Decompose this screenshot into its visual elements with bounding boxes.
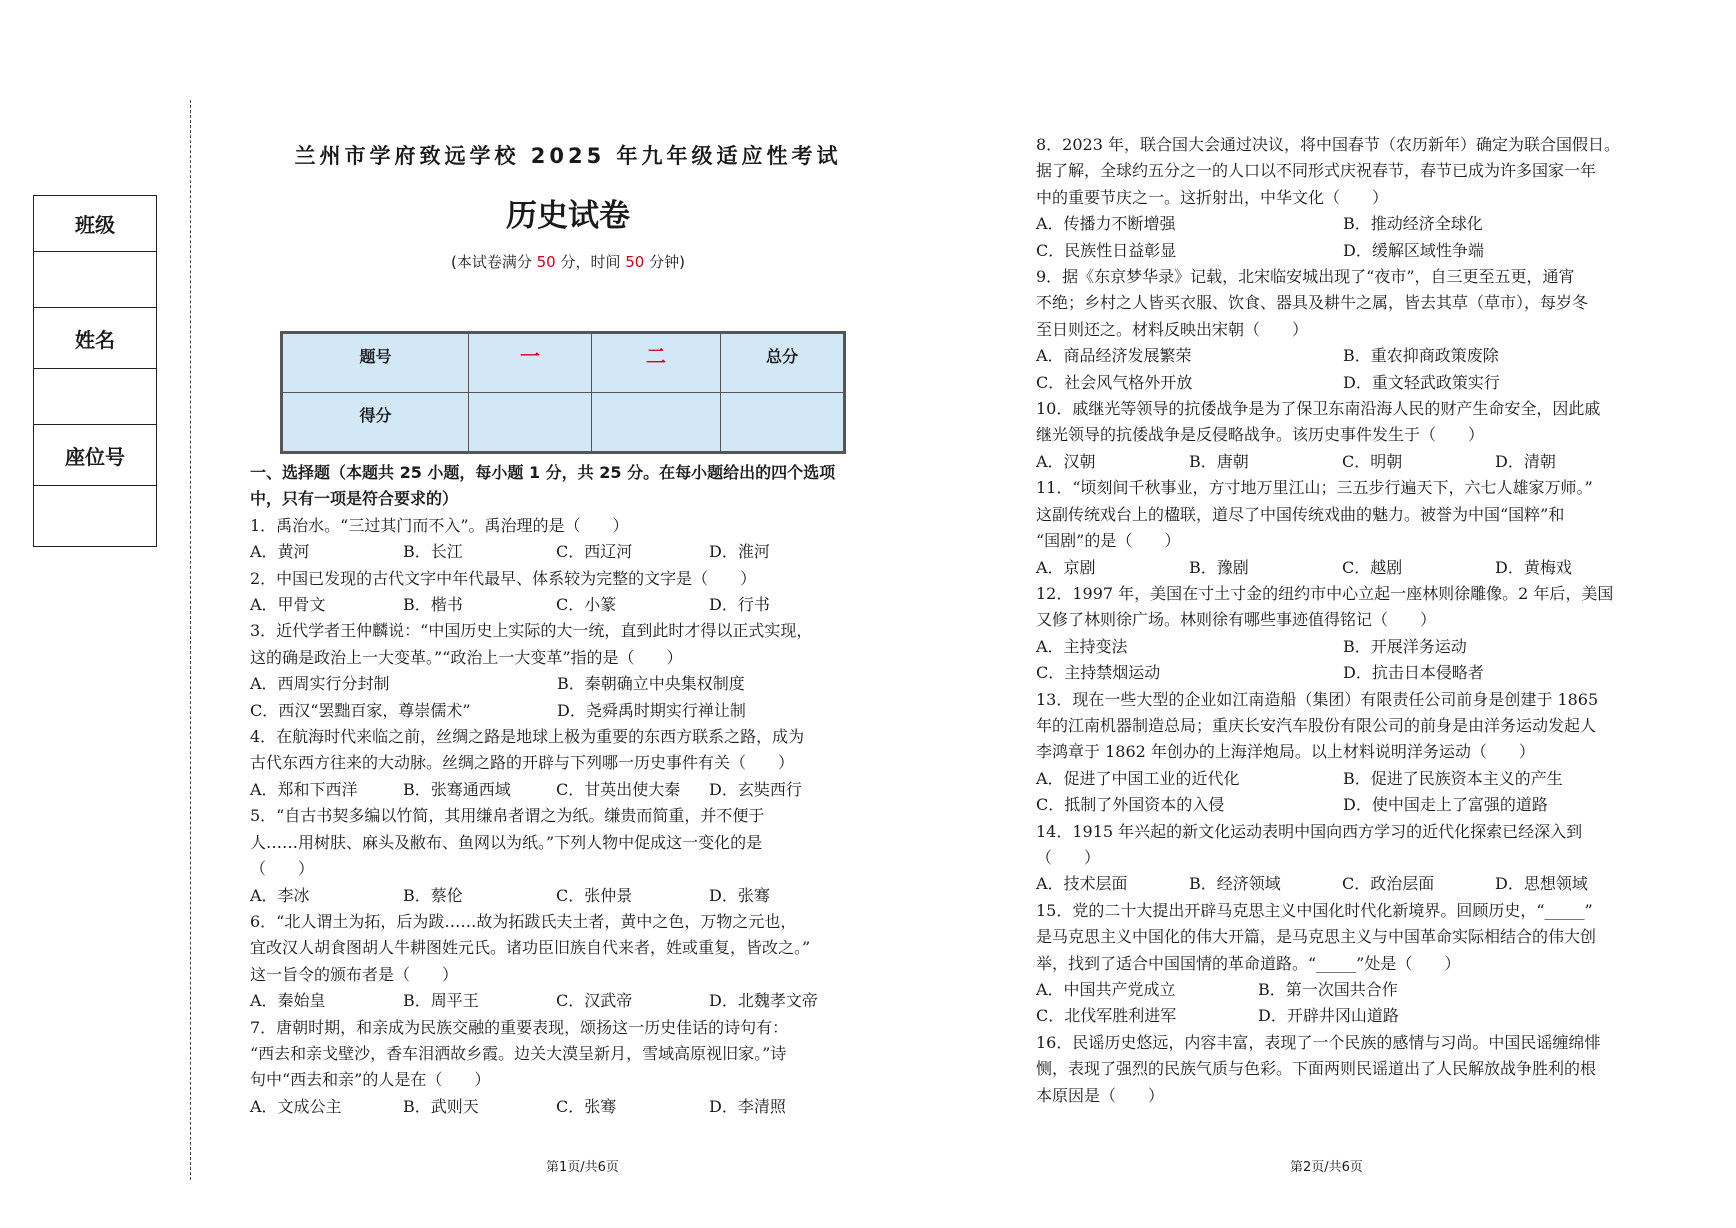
question-15-options-ab (1036, 977, 1650, 1003)
score-cell-part2[interactable] (592, 393, 721, 453)
option[interactable]: D．开辟井冈山道路 (1258, 1006, 1399, 1026)
option[interactable]: A．甲骨文 (250, 595, 326, 615)
option[interactable]: C．小篆 (556, 595, 617, 615)
score-table (280, 331, 846, 454)
option[interactable]: B．促进了民族资本主义的产生 (1343, 768, 1563, 788)
option[interactable]: B．推动经济全球化 (1343, 214, 1483, 234)
question-6-cont: 宜改汉人胡食图胡人牛耕图姓元氏。诸功臣旧族自代来者，姓或重复，皆改之。” (250, 938, 811, 958)
score-row-label: 得分 (282, 393, 469, 453)
option[interactable]: A．商品经济发展繁荣 (1036, 346, 1192, 366)
score-header-part1: 一 (469, 333, 592, 393)
question-13-options-cd (1036, 792, 1650, 818)
name-field[interactable] (34, 369, 156, 425)
question-12: 12．1997 年，美国在寸土寸金的纽约市中心立起一座林则徐雕像。2 年后，美国 (1036, 583, 1614, 603)
option[interactable]: A．秦始皇 (250, 991, 326, 1011)
option[interactable]: A．李冰 (250, 885, 310, 905)
paper-title: 历史试卷 (506, 198, 630, 234)
question-5: 5．“自古书契多编以竹简，其用缣帛者谓之为纸。缣贵而简重，并不便于 (250, 806, 765, 826)
question-9-options-ab (1036, 343, 1650, 369)
option[interactable]: D．玄奘西行 (709, 779, 802, 799)
option[interactable]: D．行书 (709, 595, 770, 615)
option[interactable]: D．北魏孝文帝 (709, 991, 818, 1011)
question-10-options (1036, 449, 1650, 475)
option[interactable]: D．黄梅戏 (1495, 557, 1572, 577)
question-15-cont: 是马克思主义中国化的伟大开篇，是马克思主义与中国革命实际相结合的伟大创 (1036, 927, 1597, 947)
question-14-cont: （ ） (1036, 847, 1101, 867)
option[interactable]: C．民族性日益彰显 (1036, 240, 1177, 260)
question-14: 14．1915 年兴起的新文化运动表明中国向西方学习的近代化探索已经深入到 (1036, 821, 1583, 841)
option[interactable]: D．重文轻武政策实行 (1343, 372, 1500, 392)
binding-dashed-line (190, 100, 191, 1180)
score-cell-total[interactable] (721, 393, 845, 453)
question-3: 3．近代学者王仲麟说：“中国历史上实际的大一统，直到此时才得以正式实现， (250, 621, 813, 641)
question-14-options (1036, 871, 1650, 897)
question-8-options-cd (1036, 238, 1650, 264)
section-1-heading-cont: 中，只有一项是符合要求的） (250, 489, 459, 509)
question-1: 1．禹治水。“三过其门而不入”。禹治理的是（ ） (250, 515, 629, 535)
option[interactable]: B．唐朝 (1189, 451, 1249, 471)
option[interactable]: B．蔡伦 (403, 885, 463, 905)
question-12-options-ab (1036, 634, 1650, 660)
option[interactable]: D．张骞 (709, 885, 770, 905)
question-11-cont2: “国剧”的是（ ） (1036, 531, 1181, 551)
question-13-options-ab (1036, 766, 1650, 792)
score-header-total: 总分 (721, 333, 845, 393)
question-4-cont: 古代东西方往来的大动脉。丝绸之路的开辟与下列哪一历史事件有关（ ） (250, 753, 795, 773)
question-12-cont: 又修了林则徐广场。林则徐有哪些事迹值得铭记（ ） (1036, 610, 1437, 630)
question-16-cont2: 本原因是（ ） (1036, 1085, 1165, 1105)
option[interactable]: A．促进了中国工业的近代化 (1036, 768, 1240, 788)
question-11-cont: 这副传统戏台上的楹联，道尽了中国传统戏曲的魅力。被誉为中国“国粹”和 (1036, 504, 1565, 524)
question-11: 11．“顷刻间千秋事业，方寸地万里江山；三五步行遍天下，六七人雄家万师。” (1036, 478, 1593, 498)
option[interactable]: B．豫剧 (1189, 557, 1249, 577)
option[interactable]: C．北伐军胜利进军 (1036, 1006, 1177, 1026)
question-2-options (250, 592, 864, 618)
question-6-cont2: 这一旨令的颁布者是（ ） (250, 964, 459, 984)
question-2: 2．中国已发现的古代文字中年代最早、体系较为完整的文字是（ ） (250, 568, 757, 588)
paper-note (248, 251, 888, 272)
option[interactable]: C．西辽河 (556, 542, 633, 562)
question-10-cont: 继光领导的抗倭战争是反侵略战争。该历史事件发生于（ ） (1036, 425, 1485, 445)
class-field[interactable] (34, 252, 156, 308)
option[interactable]: B．周平王 (403, 991, 479, 1011)
option[interactable]: A．技术层面 (1036, 874, 1128, 894)
question-9: 9．据《东京梦华录》记载，北宋临安城出现了“夜市”，自三更至五更，通宵 (1036, 267, 1575, 287)
note-suffix: 分钟) (644, 253, 685, 271)
question-9-cont: 不绝；乡村之人皆买衣服、饮食、器具及耕牛之属，皆去其草（草市），每岁冬 (1036, 293, 1589, 313)
option[interactable]: B．长江 (403, 542, 463, 562)
question-3-options-cd (250, 698, 864, 724)
student-info-box (33, 195, 157, 547)
section-1-heading: 一、选择题（本题共 25 小题，每小题 1 分，共 25 分。在每小题给出的四个选项 (250, 463, 836, 482)
question-10: 10．戚继光等领导的抗倭战争是为了保卫东南沿海人民的财产生命安全，因此戚 (1036, 399, 1601, 419)
question-15-cont2: 举，找到了适合中国国情的革命道路。“_____”处是（ ） (1036, 953, 1461, 973)
page-1-footer: 第1页/共6页 (546, 1160, 619, 1175)
question-6: 6．“北人谓土为拓，后为跋……故为拓跋氏夫土者，黄中之色，万物之元也， (250, 911, 797, 931)
option[interactable]: D．缓解区域性争端 (1343, 240, 1484, 260)
option[interactable]: C．社会风气格外开放 (1036, 372, 1193, 392)
option[interactable]: B．重农抑商政策废除 (1343, 346, 1499, 366)
seat-label: 座位号 (34, 425, 156, 486)
option[interactable]: B．经济领域 (1189, 874, 1281, 894)
question-13-cont: 年的江南机器制造总局；重庆长安汽车股份有限公司的前身是由洋务运动发起人 (1036, 715, 1597, 735)
score-header-part2: 二 (592, 333, 721, 393)
question-15-options-cd (1036, 1003, 1650, 1029)
option[interactable]: B．武则天 (403, 1096, 479, 1116)
option[interactable]: C．张仲景 (556, 885, 633, 905)
question-12-options-cd (1036, 660, 1650, 686)
option[interactable]: C．明朝 (1342, 451, 1403, 471)
note-time: 50 (625, 253, 645, 271)
option[interactable]: A．黄河 (250, 542, 310, 562)
option[interactable]: D．尧舜禹时期实行禅让制 (557, 700, 746, 720)
question-5-cont: 人……用树肤、麻头及敝布、鱼网以为纸。”下列人物中促成这一变化的是 (250, 832, 763, 852)
option[interactable]: B．第一次国共合作 (1258, 980, 1398, 999)
option[interactable]: A．文成公主 (250, 1096, 342, 1116)
note-score: 50 (536, 253, 556, 271)
option[interactable]: C．西汉“罢黜百家，尊崇儒术” (250, 700, 471, 720)
option[interactable]: D．使中国走上了富强的道路 (1343, 795, 1548, 815)
score-cell-part1[interactable] (469, 393, 592, 453)
option[interactable]: A．汉朝 (1036, 451, 1096, 471)
seat-field[interactable] (34, 486, 156, 546)
question-6-options (250, 988, 864, 1014)
option[interactable]: C．甘英出使大秦 (556, 779, 681, 799)
question-7-options (250, 1094, 864, 1120)
question-3-cont: 这的确是政治上一大变革。”“政治上一大变革”指的是（ ） (250, 647, 683, 667)
question-13-cont2: 李鸿章于 1862 年创办的上海洋炮局。以上材料说明洋务运动（ ） (1036, 742, 1535, 762)
option[interactable]: D．李清照 (709, 1096, 786, 1116)
question-7-cont: “西去和亲戈壁沙，香车泪洒故乡霞。边关大漠呈新月，雪域高原视旧家。”诗 (250, 1043, 787, 1063)
question-4: 4．在航海时代来临之前，丝绸之路是地球上极为重要的东西方联系之路，成为 (250, 727, 805, 747)
question-7-cont2: 句中“西去和亲”的人是在（ ） (250, 1070, 491, 1090)
left-questions (250, 460, 864, 1120)
question-5-options (250, 883, 864, 909)
option[interactable]: B．张骞通西域 (403, 779, 511, 799)
question-5-cont2: （ ） (250, 859, 315, 879)
option[interactable]: A．传播力不断增强 (1036, 214, 1176, 234)
option[interactable]: B．秦朝确立中央集权制度 (557, 674, 745, 694)
page-1-header (248, 130, 888, 272)
option[interactable]: B．楷书 (403, 595, 463, 615)
option[interactable]: C．汉武帝 (556, 991, 633, 1011)
question-4-options (250, 777, 864, 803)
option[interactable]: A．中国共产党成立 (1036, 980, 1176, 999)
page-2-footer: 第2页/共6页 (1290, 1160, 1363, 1175)
question-16: 16．民谣历史悠远，内容丰富，表现了一个民族的感情与习尚。中国民谣缠绵悱 (1036, 1032, 1601, 1052)
option[interactable]: D．思想领域 (1495, 874, 1588, 894)
question-8-cont: 据了解，全球约五分之一的人口以不同形式庆祝春节，春节已成为许多国家一年 (1036, 161, 1597, 181)
right-questions (1036, 132, 1650, 1109)
question-16-cont: 恻，表现了强烈的民族气质与色彩。下面两则民谣道出了人民解放战争胜利的根 (1036, 1059, 1597, 1079)
option[interactable]: A．郑和下西洋 (250, 779, 358, 799)
score-header-number: 题号 (282, 333, 469, 393)
question-7: 7．唐朝时期，和亲成为民族交融的重要表现，颂扬这一历史佳话的诗句有： (250, 1017, 789, 1037)
option[interactable]: C．越剧 (1342, 557, 1403, 577)
option[interactable]: C．主持禁烟运动 (1036, 663, 1161, 683)
question-8: 8．2023 年，联合国大会通过决议，将中国春节（农历新年）确定为联合国假日。 (1036, 135, 1620, 154)
option[interactable]: D．清朝 (1495, 451, 1556, 471)
question-1-options (250, 539, 864, 565)
question-8-options-ab (1036, 211, 1650, 237)
question-13: 13．现在一些大型的企业如江南造船（集团）有限责任公司前身是创建于 1865 (1036, 689, 1599, 709)
option[interactable]: C．抵制了外国资本的入侵 (1036, 795, 1225, 815)
question-15: 15．党的二十大提出开辟马克思主义中国化时代化新境界。回顾历史，“_____” (1036, 900, 1593, 920)
option[interactable]: D．淮河 (709, 542, 770, 562)
option[interactable]: C．政治层面 (1342, 874, 1435, 894)
name-label: 姓名 (34, 308, 156, 369)
option[interactable]: D．抗击日本侵略者 (1343, 663, 1484, 683)
question-8-cont2: 中的重要节庆之一。这折射出，中华文化（ ） (1036, 187, 1389, 207)
option[interactable]: A．京剧 (1036, 557, 1096, 577)
option[interactable]: B．开展洋务运动 (1343, 636, 1467, 656)
school-title: 兰州市学府致远学校 2025 年九年级适应性考试 (294, 144, 842, 168)
option[interactable]: C．张骞 (556, 1096, 617, 1116)
question-3-options-ab (250, 671, 864, 697)
option[interactable]: A．西周实行分封制 (250, 674, 390, 694)
question-9-options-cd (1036, 370, 1650, 396)
question-9-cont2: 至日则还之。材料反映出宋朝（ ） (1036, 319, 1309, 339)
class-label: 班级 (34, 196, 156, 252)
option[interactable]: A．主持变法 (1036, 636, 1128, 656)
question-11-options (1036, 555, 1650, 581)
note-mid: 分，时间 (555, 253, 626, 271)
note-prefix: (本试卷满分 (451, 253, 537, 271)
